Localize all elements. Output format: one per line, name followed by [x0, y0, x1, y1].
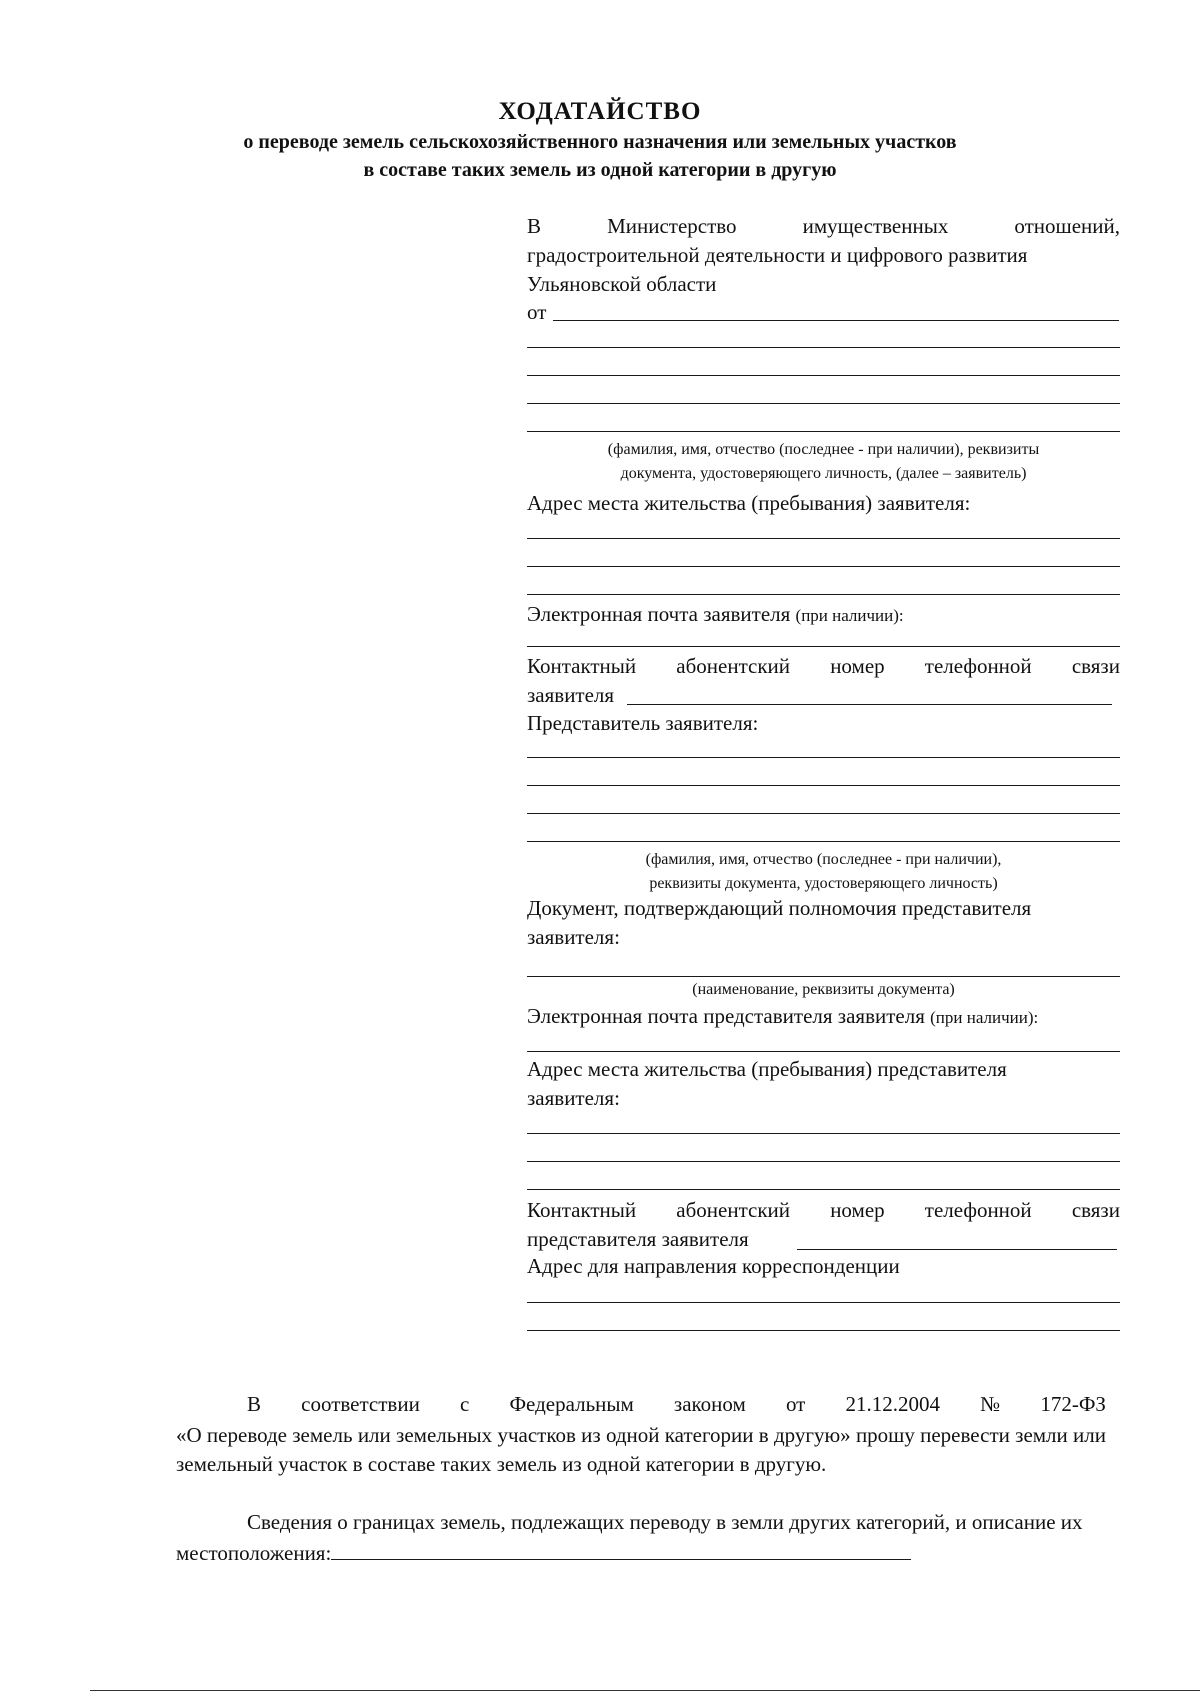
applicant-fill-line[interactable] — [527, 347, 1120, 348]
body-word: с — [459, 1392, 470, 1416]
body-word: от — [785, 1392, 806, 1416]
correspondence-label: Адрес для направления корреспонденции — [527, 1254, 900, 1278]
from-label: от — [527, 300, 547, 324]
applicant-address-fill-line[interactable] — [527, 538, 1120, 539]
representative-address-fill-line[interactable] — [527, 1133, 1120, 1134]
phone-word: Контактный — [527, 654, 637, 678]
representative-label: Представитель заявителя: — [527, 711, 759, 735]
authority-doc-fill-line[interactable] — [527, 976, 1120, 977]
page-edge-line — [90, 1690, 1200, 1691]
correspondence-fill-line[interactable] — [527, 1330, 1120, 1331]
recipient-word: отношений, — [1014, 214, 1120, 238]
boundaries-paragraph — [176, 1508, 1106, 1568]
applicant-address-fill-line[interactable] — [527, 594, 1120, 595]
representative-fill-line[interactable] — [527, 841, 1120, 842]
representative-caption-line-2: реквизиты документа, удостоверяющего личность) — [649, 875, 998, 892]
applicant-phone-line-1 — [527, 652, 1120, 680]
representative-email-label-text: Электронная почта представителя заявителя — [527, 1004, 925, 1028]
phone-word: телефонной — [924, 1198, 1032, 1222]
recipient-line-2: градостроительной деятельности и цифрового развития — [527, 243, 1028, 267]
if-available-note: (при наличии): — [795, 606, 904, 625]
applicant-fill-line[interactable] — [553, 320, 1119, 321]
representative-caption-line-1: (фамилия, имя, отчество (последнее - при наличии), — [645, 851, 1002, 868]
applicant-fill-line[interactable] — [527, 403, 1120, 404]
phone-word: абонентский — [676, 1198, 791, 1222]
applicant-phone-line-2: заявителя — [527, 683, 615, 707]
authority-doc-line-2: заявителя: — [527, 925, 620, 949]
phone-word: номер — [830, 654, 885, 678]
applicant-phone-fill-line[interactable] — [627, 704, 1112, 705]
representative-fill-line[interactable] — [527, 757, 1120, 758]
phone-word: Контактный — [527, 1198, 637, 1222]
phone-word: связи — [1071, 654, 1120, 678]
if-available-note: (при наличии): — [930, 1008, 1039, 1027]
document-subtitle-line-1: о переводе земель сельскохозяйственного назначения или земельных участков — [243, 131, 957, 153]
body-word: 172-ФЗ — [1040, 1392, 1106, 1416]
applicant-fill-line[interactable] — [527, 375, 1120, 376]
applicant-address-fill-line[interactable] — [527, 566, 1120, 567]
authority-doc-line-1: Документ, подтверждающий полномочия представителя — [527, 896, 1032, 920]
boundaries-fill-line[interactable] — [331, 1537, 911, 1560]
representative-phone-line-2: представителя заявителя — [527, 1227, 749, 1251]
phone-word: телефонной — [924, 654, 1032, 678]
correspondence-fill-line[interactable] — [527, 1302, 1120, 1303]
representative-phone-fill-line[interactable] — [797, 1249, 1117, 1250]
body-word: № — [980, 1392, 1001, 1416]
body-word: Федеральным — [509, 1392, 634, 1416]
body-word: 21.12.2004 — [845, 1392, 940, 1416]
applicant-address-label: Адрес места жительства (пребывания) заявителя: — [527, 491, 971, 515]
representative-address-fill-line[interactable] — [527, 1189, 1120, 1190]
document-title: ХОДАТАЙСТВО — [498, 98, 702, 125]
applicant-caption-line-2: документа, удостоверяющего личность, (далее – заявитель) — [620, 465, 1027, 482]
phone-word: номер — [830, 1198, 885, 1222]
recipient-word: Министерство — [607, 214, 737, 238]
representative-email-label — [527, 1002, 1038, 1032]
representative-address-fill-line[interactable] — [527, 1161, 1120, 1162]
body-first-line — [247, 1390, 1106, 1419]
phone-word: абонентский — [676, 654, 791, 678]
representative-phone-line-1 — [527, 1196, 1120, 1224]
body-word: законом — [673, 1392, 746, 1416]
recipient-line-1 — [527, 212, 1120, 240]
representative-fill-line[interactable] — [527, 785, 1120, 786]
applicant-caption-line-1: (фамилия, имя, отчество (последнее - при наличии), реквизиты — [607, 441, 1040, 458]
applicant-fill-line[interactable] — [527, 431, 1120, 432]
body-paragraph: «О переводе земель или земельных участков из одной категории в другую» прошу перевести земли или земельный участок в составе таких земель из одной категории в другую. — [176, 1423, 1106, 1476]
representative-address-line-2: заявителя: — [527, 1086, 620, 1110]
authority-doc-caption: (наименование, реквизиты документа) — [692, 981, 955, 998]
recipient-word: В — [527, 214, 542, 238]
applicant-email-label-text: Электронная почта заявителя — [527, 602, 791, 626]
document-subtitle-line-2: в составе таких земель из одной категории в другую — [363, 159, 837, 181]
applicant-email-label — [527, 600, 904, 630]
recipient-line-3: Ульяновской области — [527, 272, 717, 296]
representative-email-fill-line[interactable] — [527, 1051, 1120, 1052]
body-word: В — [247, 1392, 262, 1416]
recipient-word: имущественных — [802, 214, 949, 238]
representative-address-line-1: Адрес места жительства (пребывания) представителя — [527, 1057, 1007, 1081]
body-word: соответствии — [301, 1392, 420, 1416]
boundaries-text: Сведения о границах земель, подлежащих переводу в земли других категорий, и описание их местоположения: — [176, 1510, 1083, 1565]
phone-word: связи — [1071, 1198, 1120, 1222]
representative-fill-line[interactable] — [527, 813, 1120, 814]
applicant-email-fill-line[interactable] — [527, 646, 1120, 647]
